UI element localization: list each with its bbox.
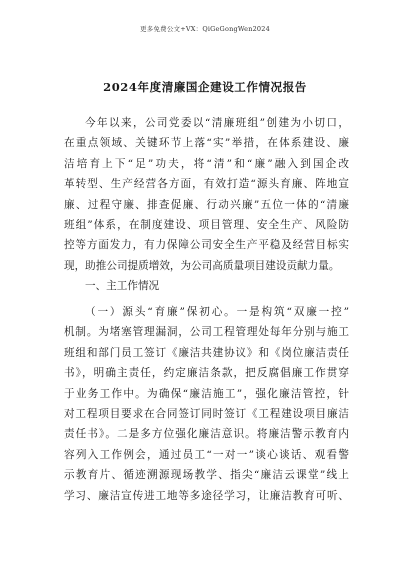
text-line: 革转型、生产经营各方面，有效打造“源头育廉、阵地宣 xyxy=(64,178,349,191)
text-line: 廉、过程守廉、排查促廉、行动兴廉”五位一体的“清廉 xyxy=(64,198,349,211)
text-line: 容列入工作例会，通过员工“一对一”谈心谈话、观看警 xyxy=(64,448,349,461)
section-heading: 一、主工作情况 xyxy=(85,280,160,292)
text-line: 示教育片、循迹溯源现场教学、指尖“廉洁云课堂”线上 xyxy=(64,469,349,482)
text-line: 控等方面发力，有力保障公司安全生产平稳及经营目标实 xyxy=(64,239,349,252)
text-line: 现，助推公司提质增效，为公司高质量项目建设贡献力量。 xyxy=(64,259,340,272)
text-line: 在重点领域、关键环节上落“实”举措，在体系建设、廉 xyxy=(64,137,349,150)
header-note: 更多免费公文+VX：QiGeGongWen2024 xyxy=(140,25,270,33)
paragraph-source-integrity xyxy=(64,302,349,506)
text-line: 于业务工作中。为确保“廉洁施工”，强化廉洁管控，针 xyxy=(64,387,349,400)
text-line: 学习、廉洁宣传进工地等多途径学习，让廉洁教育可听、 xyxy=(64,489,349,502)
text-line: 班组和部门员工签订《廉洁共建协议》和《岗位廉洁责任 xyxy=(64,346,349,359)
text-line: 责任书》。二是多方位强化廉洁意识。将廉洁警示教育内 xyxy=(64,428,349,441)
document-title: 2024年度清廉国企建设工作情况报告 xyxy=(103,80,307,94)
text-line: 洁培育上下“足”功夫，将“清”和“廉”融入到国企改 xyxy=(64,157,349,170)
text-line: 对工程项目要求在合同签订同时签订《工程建设项目廉洁 xyxy=(64,407,349,420)
section-block xyxy=(64,276,349,296)
paragraph-intro xyxy=(64,113,349,276)
text-line: 班组”体系，在制度建设、项目管理、安全生产、风险防 xyxy=(64,218,349,231)
text-line: （一）源头“育廉”保初心。一是构筑“双廉一控” xyxy=(85,306,349,318)
text-line: 机制。为堵塞管理漏洞，公司工程管理处每年分别与施工 xyxy=(64,326,349,339)
text-line: 今年以来，公司党委以“清廉班组”创建为小切口， xyxy=(85,117,349,129)
text-line: 书》，明确主责任，约定廉洁条款，把反腐倡廉工作贯穿 xyxy=(64,367,349,380)
